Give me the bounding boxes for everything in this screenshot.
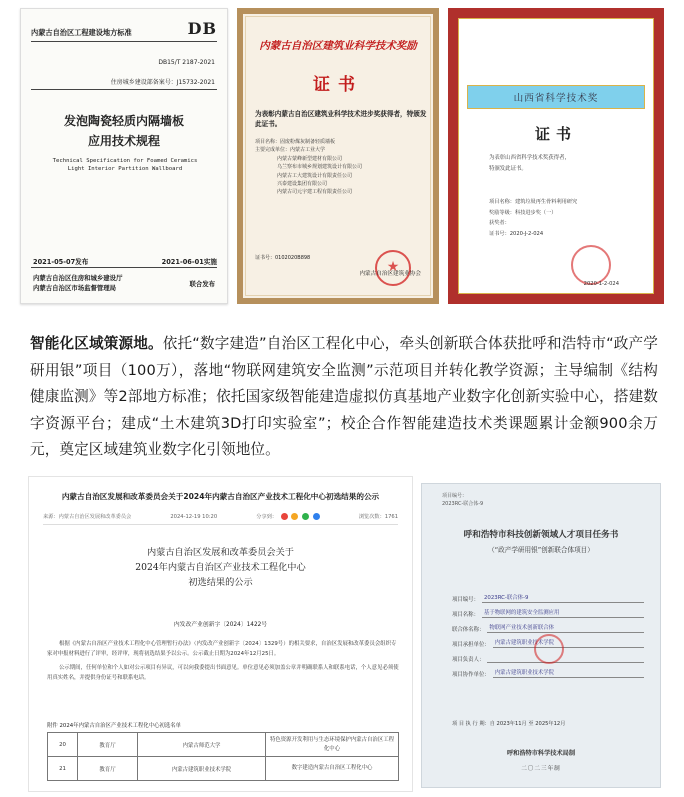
announcement-body: 根据《内蒙古自治区产业技术工程化中心管理暂行办法》（内发改产业创新字〔2024〕1329号）的相关要求，自治区发展和改革委员会组织专家对申报材料进行了评审，经评审，现将初选结果予以公示。公示截止日期为2024年12月25日。 公示期间，任何单位和个人如对公示项目有异议，可以向我委提出书面意见。单位意见必须加盖公章并明确联系人和联系电话，个人意见必须使用真实姓名，并提供身份证号和联系电话。 [47, 641, 399, 682]
standard-document-image [20, 8, 228, 304]
field-row: 联合体名称： 物联网产业技术创新联合体 [452, 618, 644, 633]
share-icons [279, 514, 320, 520]
table-row: 21 教育厅 内蒙古建筑职业技术学院 数字建造内蒙古自治区工程化中心 [48, 757, 399, 781]
execution-period: 项 目 执 行 期：自 2023年11月 至 2025年12月 [452, 721, 566, 727]
announcement-main-title: 内蒙古自治区发展和改革委员会关于 2024年内蒙古自治区产业技术工程化中心 初选结果的公示 [135, 547, 306, 588]
field-row: 项目承担单位： 内蒙古建筑职业技术学院 [452, 633, 644, 648]
table-caption: 附件 2024年内蒙古自治区产业技术工程化中心初选名单 [47, 723, 182, 729]
standard-db-mark: DB [187, 19, 217, 38]
standard-dates [33, 256, 217, 266]
certificate-intro: 为表彰山西省科学技术奖获得者， 特颁发此证书。 [489, 155, 570, 172]
paragraph-text: 依托“数字建造”自治区工程化中心，牵头创新联合体获批呼和浩特市“政产学研用银”项目（100万），落地“物联网建筑安全监测”示范项目并转化教学资源；主导编制《结构健康监测》等2部地方标准；依托国家级智能建造虚拟仿真基地产业数字化创新实验中心，搭建数字资源平台；建成“土木建筑3D打印实验室”；校企合作智能建造技术类课题累计金额900余万元，奠定区域建筑业数字化引领地位。 [30, 335, 658, 459]
field-row: 项目协作单位： 内蒙古建筑职业技术学院 [452, 663, 644, 678]
result-table [47, 732, 399, 781]
certificate-lines: 项目名称：固废粉煤灰制备轻质墙板 主要完成单位：内蒙古工业大学 内蒙古蒙峰新型建材有限公司 乌兰察布市城乡规划建筑设计有限公司 内蒙古工大建筑设计有限责任公司 兴泰建设集团有限公司 内蒙古司元宇建工程有限责任公司 [255, 139, 363, 196]
issue-year: 二〇二三年制 [521, 766, 561, 772]
share-qzone-icon[interactable] [291, 513, 298, 520]
certificate-signature: 内蒙古自治区建筑业协会 [359, 271, 421, 277]
task-book-subtitle: （“政产学研用银”创新联合体项目） [488, 546, 594, 554]
certificate-heading: 证书 [313, 75, 363, 95]
standard-code: DB15/T 2187-2021 [158, 59, 215, 66]
certificate-heading: 证书 [534, 125, 577, 143]
task-book-image [421, 483, 661, 788]
seal-icon [571, 245, 611, 285]
top-note: 项目编号： 2023RC-联合体-9 [442, 493, 484, 507]
divider [31, 89, 217, 90]
field-row: 项目负责人： [452, 648, 644, 663]
share-qq-icon[interactable] [313, 513, 320, 520]
meta-source: 来源：内蒙古自治区发展和改革委员会 [43, 514, 132, 520]
share-label: 分享到： [256, 514, 278, 520]
task-book-fields [452, 588, 644, 678]
certificate-lines: 项目名称：建筑垃圾再生骨料利用研究 奖励等级：科技进步奖（一） 获奖者： 证书号：2020-J-2-024 [489, 199, 578, 237]
standard-title: 发泡陶瓷轻质内隔墙板 应用技术规程 [63, 114, 184, 148]
certificate-number: 证书号：0102020B898 [255, 255, 311, 261]
article-paragraph [30, 331, 658, 464]
task-book-title: 呼和浩特市科技创新领域人才项目任务书 [463, 530, 619, 540]
band-title: 山西省科学技术奖 [513, 93, 599, 104]
standard-org: 内蒙古自治区工程建设地方标准 [31, 28, 132, 37]
standard-registration: 住房城乡建设部备案号：J15732-2021 [110, 79, 215, 86]
announcement-ref: 内发改产业创新字〔2024〕1422号 [173, 622, 268, 628]
standard-header [31, 19, 217, 42]
implement-date: 2021-06-01实施 [161, 258, 217, 266]
certificate-band [467, 85, 645, 109]
seal-icon [534, 634, 564, 664]
announcement-title: 内蒙古自治区发展和改革委员会关于2024年内蒙古自治区产业技术工程化中心初选结果的公示 [61, 492, 380, 501]
certificate-intro: 为表彰内蒙古自治区建筑业科学技术进步奖获得者，特颁发此证书。 [255, 110, 427, 128]
certificate-inner [458, 18, 654, 294]
announcement-screenshot [28, 476, 413, 792]
certificate-date: 2020-1-2-024 [583, 281, 619, 287]
share-bar [256, 513, 319, 520]
joint-publish-label: 联合发布 [189, 280, 215, 288]
table-row: 20 教育厅 内蒙古师范大学 特色资源开发利用与生态环境保护内蒙古自治区工程化中心 [48, 733, 399, 757]
award-title: 内蒙古自治区建筑业科学技术奖励 [259, 40, 417, 52]
divider [43, 524, 398, 525]
shanxi-certificate-image [448, 8, 664, 304]
announcement-meta [43, 513, 398, 520]
paragraph-lead: 智能化区域策源地。 [30, 335, 163, 352]
standard-issuers: 内蒙古自治区住房和城乡建设厅 内蒙古自治区市场监督管理局 [33, 274, 123, 292]
meta-date: 2024-12-19 10:20 [170, 513, 218, 520]
share-weibo-icon[interactable] [281, 513, 288, 520]
seal-icon [375, 250, 411, 286]
divider [31, 267, 217, 268]
field-row: 项目名称： 基于物联网的建筑安全监测应用 [452, 603, 644, 618]
field-row: 项目编号： 2023RC-联合体-9 [452, 588, 644, 603]
meta-views: 浏览次数：1761 [358, 514, 398, 520]
standard-english-title: Technical Specification for Foamed Ceramics Light Interior Partition Wallboard [52, 158, 198, 172]
award-certificate-image [237, 8, 439, 304]
publish-date: 2021-05-07发布 [33, 258, 89, 266]
share-wechat-icon[interactable] [302, 513, 309, 520]
issuing-bureau: 呼和浩特市科学技术局制 [506, 750, 576, 757]
